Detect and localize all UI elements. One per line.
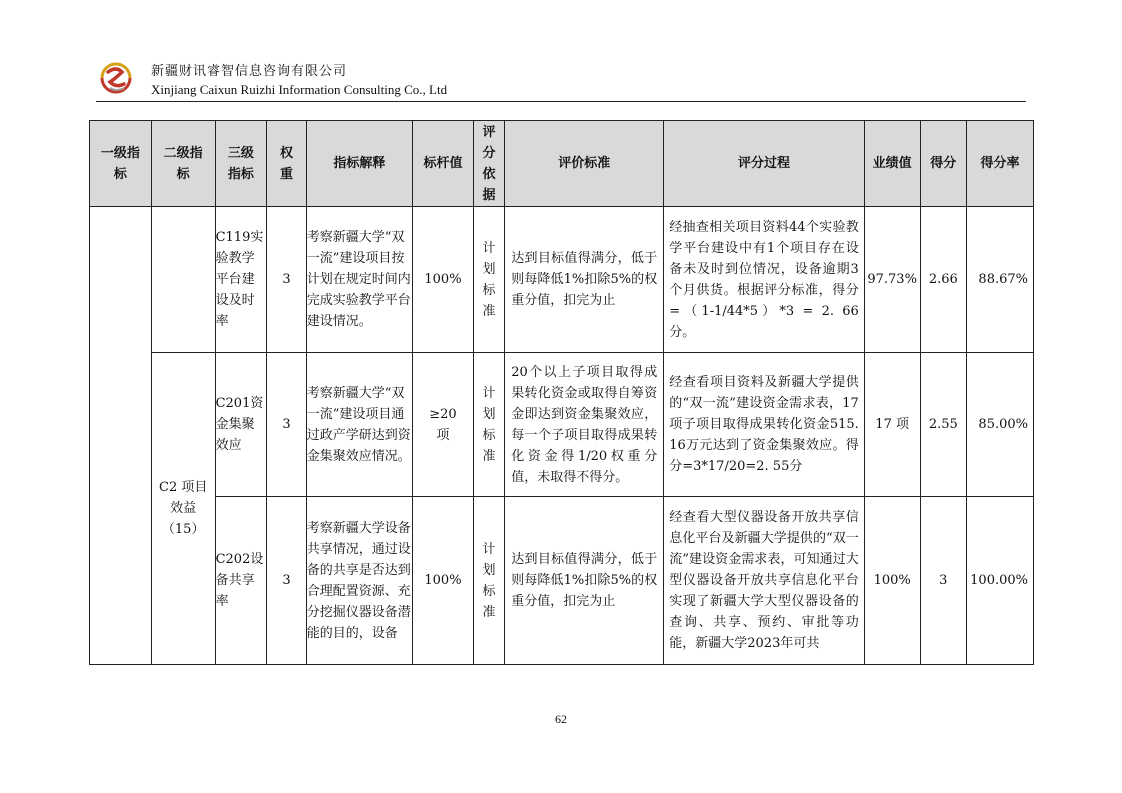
header-divider	[96, 101, 1026, 102]
company-name-en: Xinjiang Caixun Ruizhi Information Consulting Co., Ltd	[151, 82, 448, 97]
level2-group-cell: C2 项目效益（15）	[151, 353, 215, 665]
criteria-cell: 达到目标值得满分，低于则每降低1%扣除5%的权重分值，扣完为止	[505, 497, 664, 665]
page-header	[96, 56, 1026, 102]
explanation-cell: 考察新疆大学“双一流”建设项目通过政产学研达到资金集聚效应情况。	[306, 353, 412, 497]
basis-cell: 计划标准	[473, 207, 504, 353]
level3-cell: C201资金集聚效应	[215, 353, 267, 497]
rate-cell: 85.00%	[967, 353, 1034, 497]
column-header: 指标解释	[306, 121, 412, 207]
table-row	[90, 353, 1034, 497]
performance-cell: 97.73%	[864, 207, 920, 353]
column-header: 业绩值	[864, 121, 920, 207]
level1-cell	[90, 207, 152, 665]
benchmark-cell: 100%	[413, 497, 474, 665]
column-header: 一级指标	[90, 121, 152, 207]
weight-cell: 3	[267, 353, 307, 497]
column-header: 二级指标	[151, 121, 215, 207]
process-cell: 经查看大型仪器设备开放共享信息化平台及新疆大学提供的“双一流”建设资金需求表，可知通过大型仪器设备开放共享信息化平台实现了新疆大学大型仪器设备的查询、共享、预约、审批等功能，新疆大学2023年可共	[664, 497, 865, 665]
rate-cell: 100.00%	[967, 497, 1034, 665]
level2-cell-empty	[151, 207, 215, 353]
explanation-cell: 考察新疆大学设备共享情况，通过设备的共享是否达到合理配置资源、充分挖掘仪器设备潜能的目的，设备	[306, 497, 412, 665]
column-header: 三级指标	[215, 121, 267, 207]
criteria-cell: 达到目标值得满分，低于则每降低1%扣除5%的权重分值，扣完为止	[505, 207, 664, 353]
table-row	[90, 497, 1034, 665]
column-header: 权重	[267, 121, 307, 207]
benchmark-cell: ≥20项	[413, 353, 474, 497]
company-logo-icon	[96, 58, 136, 98]
process-cell: 经查看项目资料及新疆大学提供的“双一流”建设资金需求表，17项子项目取得成果转化资金515. 16万元达到了资金集聚效应。得分=3*17/20=2. 55分	[664, 353, 865, 497]
weight-cell: 3	[267, 207, 307, 353]
level3-cell: C202设备共享率	[215, 497, 267, 665]
basis-cell: 计划标准	[473, 353, 504, 497]
performance-cell: 100%	[864, 497, 920, 665]
basis-cell: 计划标准	[473, 497, 504, 665]
table-row	[90, 207, 1034, 353]
company-name-cn: 新疆财讯睿智信息咨询有限公司	[151, 64, 348, 79]
column-header: 评分过程	[664, 121, 865, 207]
page-number: 62	[555, 712, 567, 726]
evaluation-table	[89, 120, 1034, 665]
performance-cell: 17 项	[864, 353, 920, 497]
score-cell: 3	[920, 497, 967, 665]
level3-cell: C119实验教学平台建设及时率	[215, 207, 267, 353]
score-cell: 2.55	[920, 353, 967, 497]
process-cell: 经抽查相关项目资料44个实验教学平台建设中有1个项目存在设备未及时到位情况，设备逾期3个月供货。根据评分标准，得分 =（1-1/44*5）*3 = 2. 66 分。	[664, 207, 865, 353]
rate-cell: 88.67%	[967, 207, 1034, 353]
column-header: 评价标准	[505, 121, 664, 207]
score-cell: 2.66	[920, 207, 967, 353]
column-header: 评分依据	[473, 121, 504, 207]
column-header: 得分	[920, 121, 967, 207]
column-header: 得分率	[967, 121, 1034, 207]
benchmark-cell: 100%	[413, 207, 474, 353]
weight-cell: 3	[267, 497, 307, 665]
table-header-row	[90, 121, 1034, 207]
criteria-cell: 20个以上子项目取得成果转化资金或取得自筹资金即达到资金集聚效应，每一个子项目取得成果转化资金得1/20权重分值，未取得不得分。	[505, 353, 664, 497]
column-header: 标杆值	[413, 121, 474, 207]
explanation-cell: 考察新疆大学“双一流”建设项目按计划在规定时间内完成实验教学平台建设情况。	[306, 207, 412, 353]
